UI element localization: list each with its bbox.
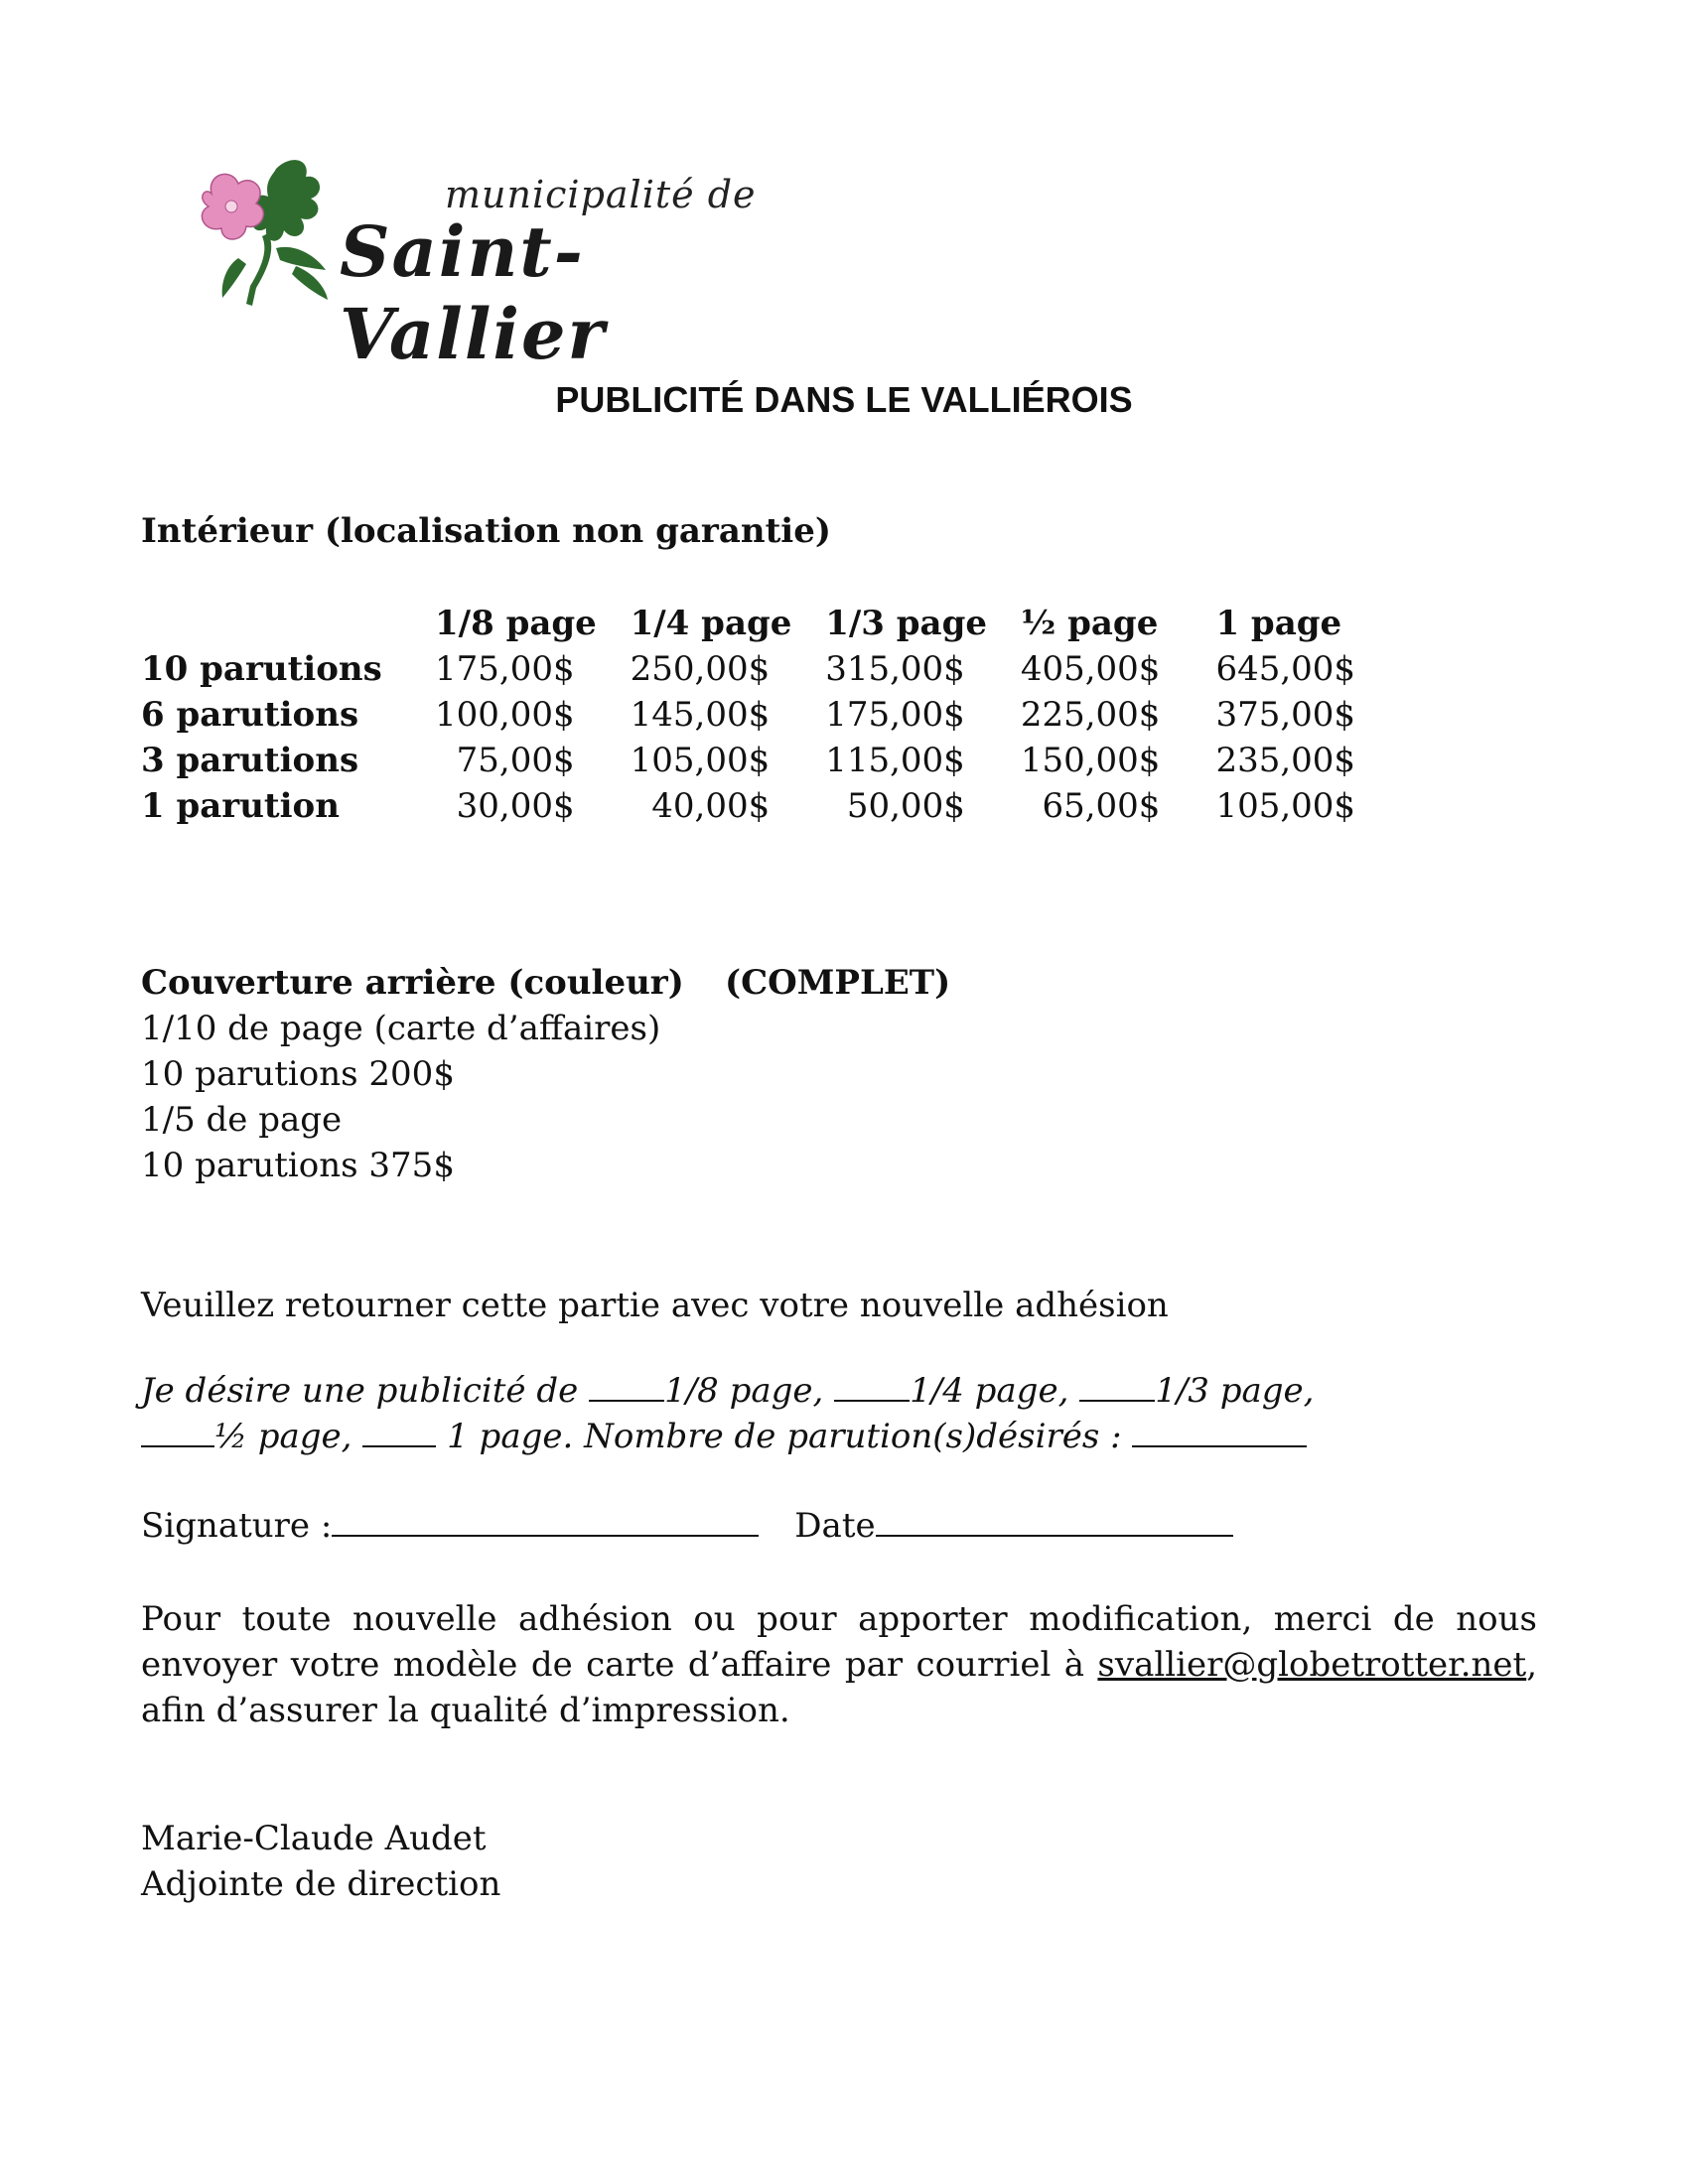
logo-name: Saint-Vallier <box>340 210 607 375</box>
back-cover-line: 1/10 de page (carte d’affaires) <box>141 1009 661 1048</box>
form-option: ½ page, <box>214 1417 363 1456</box>
order-form-line-1 <box>141 1370 1314 1411</box>
signature-field[interactable] <box>332 1505 759 1537</box>
table-row <box>141 738 1411 783</box>
table-header-row <box>141 601 1411 646</box>
price-cell: 40,00$ <box>651 786 771 826</box>
column-header: 1/8 page <box>435 604 597 643</box>
contact-paragraph <box>141 1596 1537 1733</box>
date-field[interactable] <box>876 1505 1233 1537</box>
price-cell: 225,00$ <box>1020 695 1161 735</box>
third-page-blank[interactable] <box>1079 1370 1155 1402</box>
row-label: 6 parutions <box>141 695 359 735</box>
table-row <box>141 646 1411 692</box>
price-cell: 235,00$ <box>1215 741 1356 780</box>
column-header: 1/3 page <box>825 604 987 643</box>
half-page-blank[interactable] <box>141 1416 214 1447</box>
return-note: Veuillez retourner cette partie avec votre nouvelle adhésion <box>141 1286 1169 1325</box>
contact-text: , afin d’assurer la qualité d’impression. <box>141 1645 1537 1730</box>
row-label: 10 parutions <box>141 649 382 689</box>
form-text: Je désire une publicité de <box>141 1371 590 1411</box>
price-cell: 250,00$ <box>630 649 771 689</box>
form-option: 1 page. Nombre de parution(s)désirés : <box>436 1417 1133 1456</box>
price-cell: 315,00$ <box>825 649 965 689</box>
price-cell: 115,00$ <box>825 741 965 780</box>
price-cell: 65,00$ <box>1042 786 1161 826</box>
price-cell: 175,00$ <box>435 649 575 689</box>
back-cover-line: 1/5 de page <box>141 1100 343 1140</box>
column-header: 1 page <box>1215 604 1342 643</box>
price-cell: 100,00$ <box>435 695 575 735</box>
interior-rates-table <box>141 601 1411 829</box>
price-cell: 375,00$ <box>1215 695 1356 735</box>
price-cell: 405,00$ <box>1020 649 1161 689</box>
price-cell: 105,00$ <box>1215 786 1356 826</box>
logo-subtitle: municipalité de <box>445 173 757 216</box>
issue-count-blank[interactable] <box>1132 1416 1307 1447</box>
date-label: Date <box>794 1506 876 1546</box>
eighth-page-blank[interactable] <box>589 1370 664 1402</box>
empty-header-cell <box>141 601 435 646</box>
price-cell: 175,00$ <box>825 695 965 735</box>
row-label: 3 parutions <box>141 741 359 780</box>
back-cover-heading: Couverture arrière (couleur) <box>141 963 684 1003</box>
signature-label: Signature : <box>141 1506 333 1546</box>
page-title: PUBLICITÉ DANS LE VALLIÉROIS <box>555 379 1133 420</box>
order-form-line-2 <box>141 1416 1307 1456</box>
form-option: 1/4 page, <box>910 1371 1080 1411</box>
price-cell: 50,00$ <box>846 786 965 826</box>
back-cover-line: 10 parutions 200$ <box>141 1054 455 1094</box>
quarter-page-blank[interactable] <box>834 1370 910 1402</box>
price-cell: 145,00$ <box>630 695 771 735</box>
contact-text: Pour toute nouvelle adhésion ou pour apporter modification, merci de nous envoyer votre modèle de carte d’affaire par courriel à <box>141 1599 1537 1685</box>
price-cell: 645,00$ <box>1215 649 1356 689</box>
interior-heading: Intérieur (localisation non garantie) <box>141 511 831 551</box>
signer-role: Adjointe de direction <box>141 1864 501 1904</box>
signer-name: Marie-Claude Audet <box>141 1819 487 1858</box>
price-cell: 150,00$ <box>1020 741 1161 780</box>
full-page-blank[interactable] <box>362 1416 436 1447</box>
row-label: 1 parution <box>141 786 340 826</box>
table-row <box>141 783 1411 829</box>
signature-line <box>141 1505 1233 1546</box>
column-header: ½ page <box>1020 604 1159 643</box>
back-cover-line: 10 parutions 375$ <box>141 1146 455 1185</box>
form-option: 1/3 page, <box>1155 1371 1315 1411</box>
form-option: 1/8 page, <box>664 1371 835 1411</box>
table-row <box>141 692 1411 738</box>
price-cell: 105,00$ <box>630 741 771 780</box>
column-header: 1/4 page <box>630 604 792 643</box>
municipality-logo <box>177 149 792 375</box>
flower-leaf-icon <box>177 149 346 308</box>
email-link[interactable]: svallier@globetrotter.net <box>1097 1645 1527 1685</box>
price-cell: 75,00$ <box>456 741 575 780</box>
price-cell: 30,00$ <box>456 786 575 826</box>
status-badge: (COMPLET) <box>725 963 951 1003</box>
